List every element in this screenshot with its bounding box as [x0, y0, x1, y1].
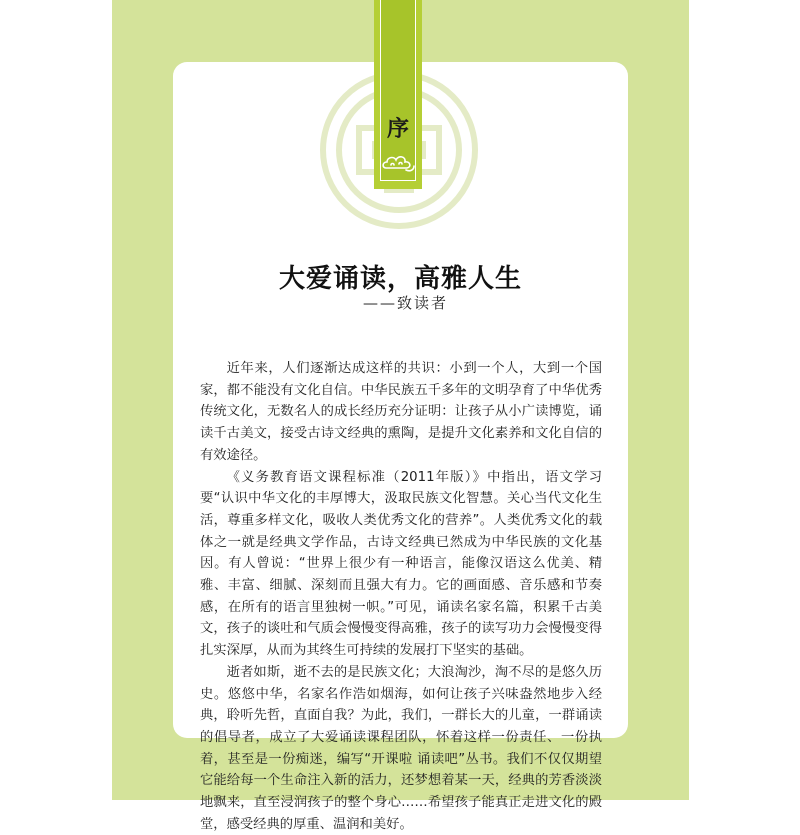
paragraph: 近年来，人们逐渐达成这样的共识：小到一个人，大到一个国家，都不能没有文化自信。中华民族五千多年的文明孕育了中华优秀传统文化，无数名人的成长经历充分证明：让孩子从小广读博览，诵读千古美文，接受古诗文经典的熏陶，是提升文化素养和文化自信的有效途径。 [200, 361, 602, 463]
article-title: 大爱诵读，高雅人生 [278, 264, 522, 294]
paragraph: 《义务教育语文课程标准（2011年版）》中指出，语文学习要“认识中华文化的丰厚博大，汲取民族文化智慧。关心当代文化生活，尊重多样文化，吸收人类优秀文化的营养”。人类优秀文化的载体之一就是经典文学作品，古诗文经典已然成为中华民族的文化基因。有人曾说：“世界上很少有一种语言，能像汉语这么优美、精雅、丰富、细腻、深刻而且强大有力。它的画面感、音乐感和节奏感，在所有的语言里独树一帜。”可见，诵读名家名篇，积累千古美文，孩子的谈吐和气质会慢慢变得高雅，孩子的读写功力会慢慢变得扎实深厚，从而为其终生可持续的发展打下坚实的基础。 [200, 469, 602, 659]
paragraph: 逝者如斯，逝不去的是民族文化；大浪淘沙，淘不尽的是悠久历史。悠悠中华，名家名作浩如烟海，如何让孩子兴味盎然地步入经典，聆听先哲，直面自我？为此，我们，一群长大的儿童，一群诵读的倡导者，成立了大爱诵读课程团队，怀着这样一份责任、一份执着，甚至是一份痴迷，编写“开课啦 诵读吧”丛书。我们不仅仅期望它能给每一个生命注入新的活力，还梦想着某一天，经典的芳香淡淡地飘来，直至浸润孩子的整个身心……希望孩子能真正走进文化的殿堂，感受经典的厚重、温润和美好。 [200, 664, 602, 832]
auspicious-cloud-icon [380, 152, 416, 174]
article-body [200, 358, 602, 835]
preface-label: 序 [386, 117, 409, 142]
article-subtitle: ——致读者 [363, 294, 449, 312]
